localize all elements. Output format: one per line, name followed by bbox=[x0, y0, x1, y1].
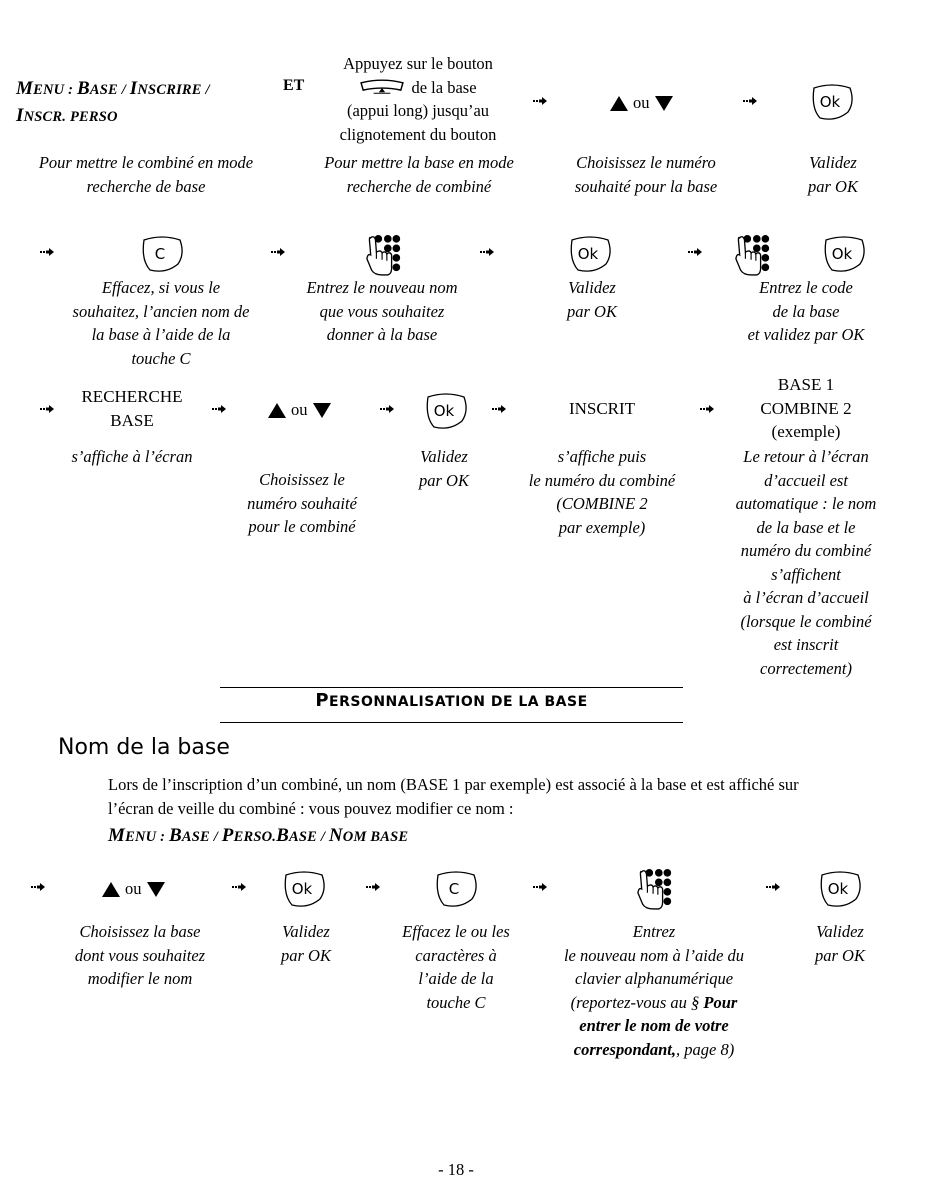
desc-line: Validez bbox=[816, 922, 864, 941]
base-button-line: clignotement du bouton bbox=[339, 124, 497, 144]
desc-line: souhaitez, l’ancien nom de bbox=[72, 301, 250, 321]
section-title-text: ERSONNALISATION DE LA BASE bbox=[329, 694, 588, 710]
menu-text: ASE / bbox=[288, 829, 329, 845]
arrow-right-icon bbox=[380, 405, 394, 413]
section-rule-top bbox=[220, 687, 683, 688]
arrow-right-icon bbox=[366, 883, 380, 891]
desc-line: recherche de base bbox=[86, 176, 206, 196]
subsection-title: Nom de la base bbox=[58, 735, 230, 760]
section-title bbox=[220, 690, 683, 711]
desc-choose-base-number bbox=[548, 151, 744, 198]
keypad-icon bbox=[734, 234, 772, 276]
ok-key-label: Ok bbox=[831, 245, 853, 263]
paragraph bbox=[108, 773, 908, 820]
desc-line: Choisissez le bbox=[259, 470, 345, 489]
base-button-line: de la base bbox=[411, 77, 477, 97]
arrow-right-icon bbox=[31, 883, 45, 891]
desc-line-ref bbox=[540, 1014, 768, 1038]
desc-line: Effacez, si vous le bbox=[101, 278, 221, 297]
ok-key-icon bbox=[566, 234, 614, 274]
c-key-label: C bbox=[448, 880, 460, 898]
up-arrow-icon bbox=[268, 403, 286, 418]
desc-displayed: s’affiche à l’écran bbox=[71, 447, 193, 466]
desc-line: Validez bbox=[420, 447, 468, 466]
desc-erase-chars bbox=[384, 920, 528, 1014]
desc-line: le nouveau nom à l’aide du bbox=[563, 945, 745, 965]
screen-line: (exemple) bbox=[771, 422, 841, 441]
menu-path-name-base bbox=[108, 825, 408, 847]
menu-letter: I bbox=[16, 105, 24, 126]
desc-enter-new-name bbox=[540, 920, 768, 1061]
ou-label: ou bbox=[291, 400, 308, 419]
desc-line: recherche de combiné bbox=[346, 176, 492, 196]
desc-line: numéro souhaité bbox=[247, 493, 357, 513]
menu-text: OM BASE bbox=[342, 829, 409, 845]
desc-validate bbox=[252, 920, 360, 967]
desc-line: la base à l’aide de la bbox=[91, 325, 231, 344]
desc-line: par OK bbox=[419, 470, 469, 490]
screen-recherche-base bbox=[62, 385, 202, 432]
arrow-right-icon bbox=[688, 248, 702, 256]
ref-prefix: (reportez-vous au § bbox=[570, 992, 704, 1012]
desc-enter-name bbox=[286, 276, 478, 347]
desc-line: est inscrit bbox=[773, 635, 839, 654]
arrow-right-icon bbox=[533, 883, 547, 891]
desc-line: par OK bbox=[567, 301, 617, 321]
base-button-instruction bbox=[318, 52, 518, 146]
arrow-right-icon bbox=[533, 97, 547, 105]
arrow-right-icon bbox=[40, 405, 54, 413]
ok-key-label: Ok bbox=[577, 245, 599, 263]
desc-line: Entrez bbox=[632, 922, 676, 941]
screen-inscrit: INSCRIT bbox=[568, 399, 636, 418]
et-label: ET bbox=[283, 77, 305, 94]
desc-line: pour le combiné bbox=[248, 517, 356, 536]
desc-line: Effacez le ou les bbox=[402, 922, 510, 941]
screen-line: RECHERCHE bbox=[81, 387, 183, 406]
desc-line: modifier le nom bbox=[87, 969, 193, 988]
menu-text: ASE / bbox=[181, 829, 222, 845]
arrow-right-icon bbox=[743, 97, 757, 105]
desc-line: à l’écran d’accueil bbox=[743, 588, 869, 607]
desc-choose-base bbox=[52, 920, 228, 991]
c-key-icon bbox=[138, 234, 186, 274]
desc-line: Pour mettre le combiné en mode bbox=[38, 153, 254, 172]
up-down-keys bbox=[268, 400, 331, 420]
desc-line-ref bbox=[540, 1038, 768, 1062]
keypad-icon bbox=[636, 868, 674, 910]
desc-line: donner à la base bbox=[326, 325, 438, 344]
desc-line: numéro du combiné bbox=[740, 541, 872, 560]
arrow-right-icon bbox=[766, 883, 780, 891]
ok-key-label: Ok bbox=[819, 93, 841, 111]
up-arrow-icon bbox=[610, 96, 628, 111]
arrow-right-icon bbox=[700, 405, 714, 413]
desc-combine-mode bbox=[16, 151, 276, 198]
desc-line: Choisissez le numéro bbox=[576, 153, 716, 172]
desc-validate bbox=[786, 920, 894, 967]
desc-line: par OK bbox=[281, 945, 331, 965]
desc-validate bbox=[774, 151, 892, 198]
desc-line: Validez bbox=[282, 922, 330, 941]
menu-letter: N bbox=[328, 825, 343, 846]
section-rule-bottom bbox=[220, 722, 683, 723]
desc-line: touche C bbox=[131, 348, 191, 368]
ou-label: ou bbox=[633, 93, 650, 112]
paragraph-line: l’écran de veille du combiné : vous pouvez modifier ce nom : bbox=[108, 798, 514, 818]
paragraph-line: Lors de l’inscription d’un combiné, un nom (BASE 1 par exemple) est associé à la base et est affiché sur bbox=[108, 775, 799, 794]
desc-line-ref bbox=[540, 991, 768, 1015]
ok-key-label: Ok bbox=[827, 880, 849, 898]
desc-base-mode bbox=[300, 151, 538, 198]
up-down-keys bbox=[102, 879, 165, 899]
ok-key-label: Ok bbox=[433, 402, 455, 420]
screen-line: BASE bbox=[110, 410, 154, 430]
desc-line: Entrez le nouveau nom bbox=[306, 278, 458, 297]
ref-link-text: correspondant, bbox=[573, 1039, 677, 1059]
page-number: - 18 - bbox=[438, 1160, 474, 1179]
ok-key-label: Ok bbox=[291, 880, 313, 898]
up-down-keys bbox=[610, 93, 673, 113]
desc-choose-combine-number bbox=[228, 468, 376, 539]
desc-return-home bbox=[718, 445, 894, 680]
keypad-icon bbox=[365, 234, 403, 276]
ref-link-text: Pour bbox=[703, 992, 738, 1012]
desc-line: clavier alphanumérique bbox=[574, 969, 734, 988]
desc-displayed-then bbox=[504, 445, 700, 539]
down-arrow-icon bbox=[655, 96, 673, 111]
desc-line: de la base et le bbox=[756, 517, 856, 537]
desc-line: correctement) bbox=[760, 658, 852, 678]
desc-line: le numéro du combiné bbox=[528, 470, 676, 490]
desc-line: Choisissez la base bbox=[79, 922, 201, 941]
desc-line: s’affiche puis bbox=[557, 447, 647, 466]
desc-line: souhaité pour la base bbox=[574, 176, 718, 196]
arrow-right-icon bbox=[40, 248, 54, 256]
desc-line: (COMBINE 2 bbox=[556, 494, 648, 513]
menu-text: ENU : bbox=[33, 82, 78, 98]
down-arrow-icon bbox=[313, 403, 331, 418]
c-key-label: C bbox=[154, 245, 166, 263]
desc-line: et validez par OK bbox=[747, 325, 865, 344]
menu-letter: I bbox=[129, 78, 138, 99]
arrow-right-icon bbox=[271, 248, 285, 256]
desc-line: s’affichent bbox=[771, 564, 841, 584]
desc-line: Entrez le code bbox=[759, 278, 853, 297]
menu-letter: B bbox=[276, 825, 289, 846]
c-key-icon bbox=[432, 869, 480, 909]
desc-line: Pour mettre la base en mode bbox=[324, 153, 514, 172]
desc-validate bbox=[390, 445, 498, 492]
ou-label: ou bbox=[125, 879, 142, 898]
desc-line: par OK bbox=[815, 945, 865, 965]
desc-validate bbox=[532, 276, 652, 323]
ref-suffix: , page 8) bbox=[676, 1039, 735, 1059]
menu-text: NSCR. PERSO bbox=[23, 109, 118, 125]
desc-line: (lorsque le combiné bbox=[740, 611, 872, 631]
arrow-right-icon bbox=[232, 883, 246, 891]
desc-line: automatique : le nom bbox=[735, 494, 877, 513]
down-arrow-icon bbox=[147, 882, 165, 897]
desc-line: dont vous souhaitez bbox=[74, 945, 206, 965]
desc-line: caractères à bbox=[415, 945, 497, 965]
menu-letter: M bbox=[16, 78, 34, 99]
ref-link-text: entrer le nom de votre bbox=[579, 1016, 729, 1035]
screen-example bbox=[736, 373, 876, 444]
base-button-line-with-icon bbox=[318, 76, 518, 100]
desc-line: Validez bbox=[568, 278, 616, 297]
base-button-icon bbox=[359, 79, 405, 95]
desc-line: que vous souhaitez bbox=[319, 301, 445, 321]
menu-text: ASE / bbox=[89, 82, 130, 98]
menu-text: ERSO. bbox=[233, 829, 277, 845]
ok-key-icon bbox=[422, 391, 470, 431]
menu-letter: M bbox=[108, 825, 126, 846]
ok-key-icon bbox=[808, 82, 856, 122]
arrow-right-icon bbox=[480, 248, 494, 256]
base-button-line: Appuyez sur le bouton bbox=[343, 54, 493, 73]
menu-heading-register bbox=[16, 76, 210, 130]
arrow-right-icon bbox=[212, 405, 226, 413]
desc-erase-name bbox=[58, 276, 264, 370]
desc-enter-code bbox=[722, 276, 890, 347]
desc-line: Validez bbox=[809, 153, 857, 172]
menu-text: ENU : bbox=[125, 829, 170, 845]
arrow-right-icon bbox=[492, 405, 506, 413]
desc-line: par OK bbox=[808, 176, 858, 196]
desc-line: d’accueil est bbox=[764, 470, 848, 490]
section-title-letter: P bbox=[315, 690, 330, 711]
ok-key-icon bbox=[280, 869, 328, 909]
screen-line: BASE 1 bbox=[777, 375, 835, 394]
desc-line: l’aide de la bbox=[418, 969, 494, 988]
menu-letter: B bbox=[77, 78, 90, 99]
screen-line: COMBINE 2 bbox=[760, 398, 852, 418]
menu-text: NSCRIRE / bbox=[137, 82, 210, 98]
menu-letter: P bbox=[221, 825, 234, 846]
desc-line: touche C bbox=[426, 992, 486, 1012]
ok-key-icon bbox=[816, 869, 864, 909]
menu-letter: B bbox=[169, 825, 182, 846]
desc-line: de la base bbox=[772, 301, 840, 321]
up-arrow-icon bbox=[102, 882, 120, 897]
ok-key-icon bbox=[820, 234, 868, 274]
desc-line: par exemple) bbox=[558, 517, 646, 537]
base-button-line: (appui long) jusqu’au bbox=[346, 101, 490, 120]
desc-line: Le retour à l’écran bbox=[743, 447, 869, 466]
